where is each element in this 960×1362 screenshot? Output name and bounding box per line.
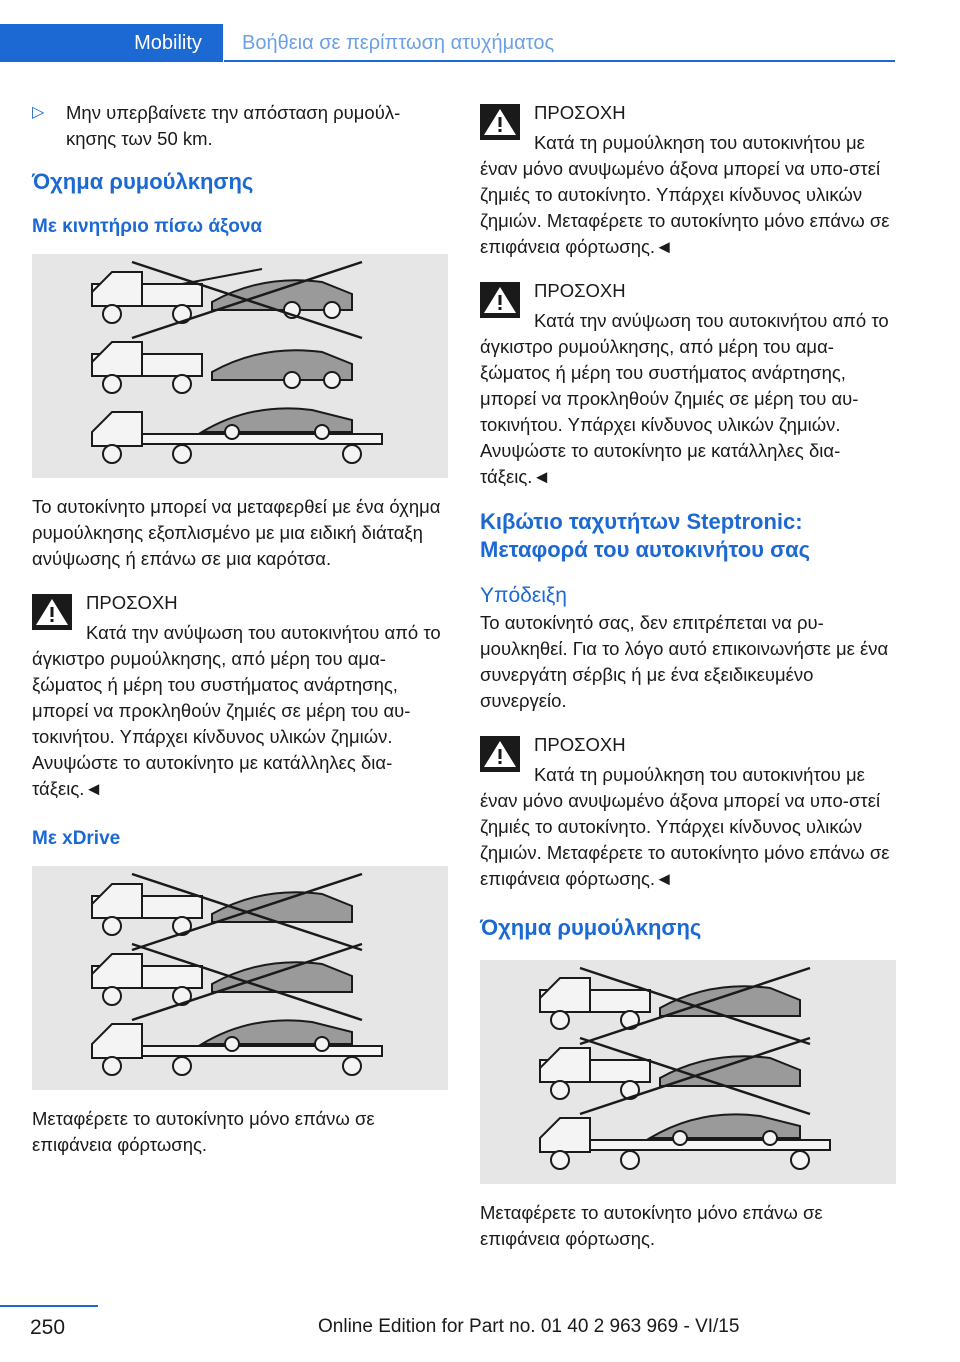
warning-title: ΠΡΟΣΟΧΗ (86, 592, 178, 613)
tow-illustration-xdrive (32, 866, 448, 1090)
warning-text: Κατά την ανύψωση του αυτοκινήτου από το άγκιστρο ρυμούλκησης, από μέρη του αμα-ξώματος ή μέρη του συστήματος ανάρτησης, μπορεί να προκληθούν ζημιές σε μέρη του αυ-τοκινήτου. Υπάρχει κίνδυνος υλικών ζημιών. Ανυψώστε το αυτοκίνητο με κατάλληλες δια-τάξεις.◄ (480, 310, 889, 487)
warning-triangle-icon (480, 736, 520, 772)
warning-block (32, 590, 448, 802)
paragraph-loading-surface: Μεταφέρετε το αυτοκίνητο μόνο επάνω σε επιφάνεια φόρτωσης. (32, 1108, 375, 1155)
left-column (32, 100, 448, 1176)
warning-triangle-icon (32, 594, 72, 630)
right-column (480, 100, 896, 1270)
footer-accent-line (0, 1305, 98, 1307)
warning-title: ΠΡΟΣΟΧΗ (534, 102, 626, 123)
chapter-tab[interactable]: Mobility (113, 24, 223, 62)
bullet-text: Μην υπερβαίνετε την απόσταση ρυμούλ-κησης των 50 km. (66, 102, 401, 149)
warning-triangle-icon (480, 104, 520, 140)
tow-illustration-svg (32, 254, 448, 478)
section-title[interactable]: Βοήθεια σε περίπτωση ατυχήματος (224, 24, 895, 62)
heading-tow-vehicle: Όχημα ρυμούλκησης (32, 169, 254, 194)
warning-block (480, 100, 896, 260)
paragraph-transport: Το αυτοκίνητο μπορεί να μεταφερθεί με ένα όχημα ρυμούλκησης εξοπλισμένο με μια ειδική διάταξη ανύψωσης ή επάνω σε μια καρότσα. (32, 496, 441, 569)
tow-illustration-xdrive-svg (32, 866, 448, 1090)
tow-illustration-steptronic-svg (480, 960, 896, 1184)
edition-footer: Online Edition for Part no. 01 40 2 963 969 - VI/15 (318, 1316, 740, 1337)
warning-title: ΠΡΟΣΟΧΗ (534, 734, 626, 755)
warning-block (480, 732, 896, 892)
page-number: 250 (30, 1316, 66, 1339)
heading-tow-vehicle-2: Όχημα ρυμούλκησης (480, 915, 702, 940)
warning-text: Κατά τη ρυμούλκηση του αυτοκινήτου με έναν μόνο ανυψωμένο άξονα μπορεί να υπο-στεί ζημιές το αυτοκίνητο. Υπάρχει κίνδυνος υλικών ζημιών. Μεταφέρετε το αυτοκίνητο μόνο επάνω σε επιφάνεια φόρτωσης.◄ (480, 132, 890, 257)
header-accent-bar (0, 24, 113, 62)
subheading-xdrive: Με xDrive (32, 828, 121, 849)
paragraph-loading-surface-2: Μεταφέρετε το αυτοκίνητο μόνο επάνω σε επιφάνεια φόρτωσης. (480, 1202, 823, 1249)
header-underline (224, 60, 895, 62)
hint-text: Το αυτοκίνητό σας, δεν επιτρέπεται να ρυ-μουλκηθεί. Για το λόγο αυτό επικοινωνήστε με ένα συνεργάτη σέρβις ή με ένα εξειδικευμένο συνεργείο. (480, 612, 889, 711)
tow-illustration-steptronic (480, 960, 896, 1184)
bullet-item (32, 100, 448, 152)
heading-steptronic: Κιβώτιο ταχυτήτων Steptronic: Μεταφορά του αυτοκινήτου σας (480, 509, 811, 562)
warning-block (480, 278, 896, 490)
subheading-rear-axle: Με κινητήριο πίσω άξονα (32, 216, 263, 237)
warning-triangle-icon (480, 282, 520, 318)
page-header (0, 0, 960, 62)
triangle-bullet-icon: ▷ (32, 104, 45, 121)
tow-illustration-rear-axle (32, 254, 448, 478)
hint-title: Υπόδειξη (480, 584, 567, 607)
warning-text: Κατά τη ρυμούλκηση του αυτοκινήτου με έναν μόνο ανυψωμένο άξονα μπορεί να υπο-στεί ζημιές το αυτοκίνητο. Υπάρχει κίνδυνος υλικών ζημιών. Μεταφέρετε το αυτοκίνητο μόνο επάνω σε επιφάνεια φόρτωσης.◄ (480, 764, 890, 889)
warning-text: Κατά την ανύψωση του αυτοκινήτου από το άγκιστρο ρυμούλκησης, από μέρη του αμα-ξώματος ή μέρη του συστήματος ανάρτησης, μπορεί να προκληθούν ζημιές σε μέρη του αυ-τοκινήτου. Υπάρχει κίνδυνος υλικών ζημιών. Ανυψώστε το αυτοκίνητο με κατάλληλες δια-τάξεις.◄ (32, 622, 441, 799)
warning-title: ΠΡΟΣΟΧΗ (534, 280, 626, 301)
